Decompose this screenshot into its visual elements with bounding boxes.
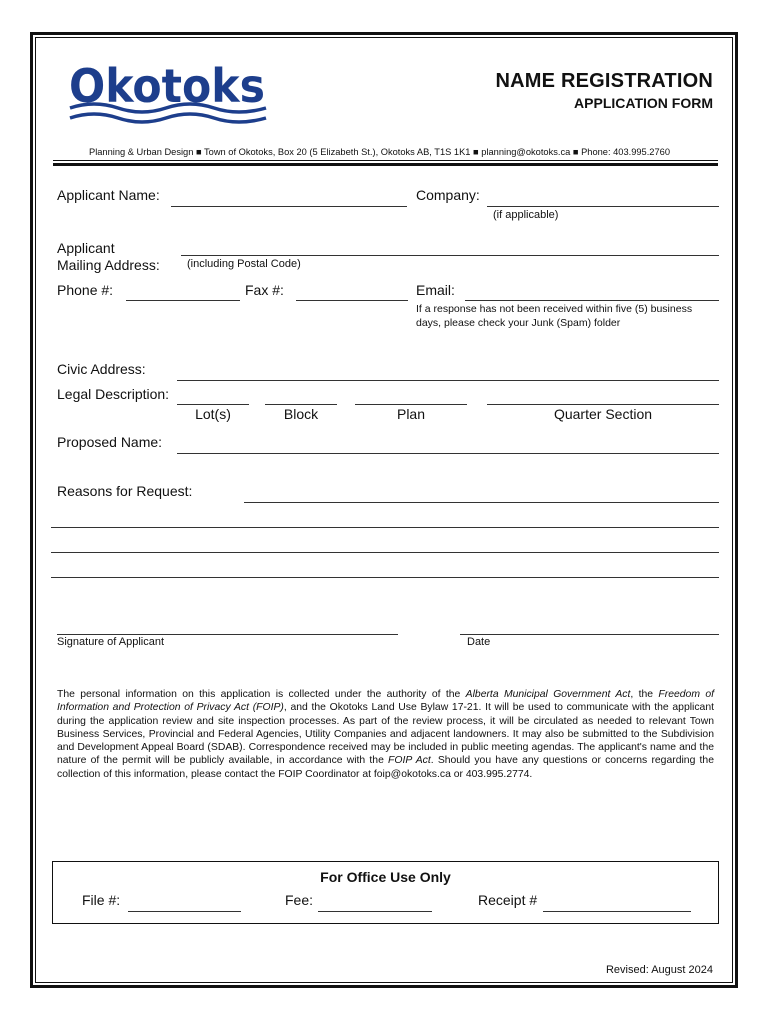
reasons-field-line4[interactable] <box>51 577 719 578</box>
civic-address-label: Civic Address: <box>57 361 146 377</box>
company-label: Company: <box>416 187 480 203</box>
quarter-section-field[interactable] <box>487 404 719 405</box>
plan-caption: Plan <box>396 406 426 422</box>
form-title: NAME REGISTRATION <box>495 70 713 92</box>
header-rule-thick <box>53 163 718 166</box>
file-number-field[interactable] <box>128 911 241 912</box>
privacy-text-1: The personal information on this application is collected under the authority of the <box>57 689 466 700</box>
logo-wordmark: Okotoks <box>69 59 265 113</box>
office-use-box <box>52 861 719 924</box>
signature-label: Signature of Applicant <box>57 636 165 648</box>
email-field[interactable] <box>465 300 719 301</box>
civic-address-field[interactable] <box>177 380 719 381</box>
file-number-label: File #: <box>82 892 121 908</box>
fee-field[interactable] <box>318 911 432 912</box>
mailing-address-hint: (including Postal Code) <box>187 258 301 270</box>
company-hint: (if applicable) <box>493 209 559 221</box>
fax-field[interactable] <box>296 300 408 301</box>
company-field[interactable] <box>487 206 719 207</box>
reasons-field-line1[interactable] <box>244 502 719 503</box>
lots-caption: Lot(s) <box>195 406 231 422</box>
privacy-text-4: . Should you have any questions or concerns regarding the collection of this information, please contact the FOIP Coordinator at foip@okotoks.ca or 403.995.2774. <box>57 755 714 780</box>
lots-field[interactable] <box>177 404 249 405</box>
email-label: Email: <box>416 282 455 298</box>
privacy-text-2: , the <box>630 689 659 700</box>
mailing-address-label-line2: Mailing Address: <box>57 257 160 273</box>
revised-date: Revised: August 2024 <box>605 964 713 976</box>
page-border-inner <box>35 37 733 983</box>
plan-field[interactable] <box>355 404 467 405</box>
office-use-title: For Office Use Only <box>320 869 451 885</box>
proposed-name-field[interactable] <box>177 453 719 454</box>
quarter-section-caption: Quarter Section <box>553 406 653 422</box>
fee-label: Fee: <box>285 892 314 908</box>
applicant-name-label: Applicant Name: <box>57 187 160 203</box>
reasons-label: Reasons for Request: <box>57 483 193 499</box>
privacy-act-foip: Freedom of Information and Protection of Privacy Act (FOIP) <box>57 689 715 714</box>
privacy-text-3: , and the Okotoks Land Use Bylaw 17-21. It will be used to communicate with the applicant during the application review and site inspection processes. As part of the review process, it will be circulated as needed to relevant Town Business Services, Provincial and Federal Agencies, Utility Companies and adjacent landowners. It may also be submitted to the Subdivision and Development Appeal Board (SDAB). Correspondence received may be included in public meeting agendas. The applicant's name and the nature of the permit will be publicly available, in accordance with the <box>57 702 714 767</box>
privacy-notice <box>57 688 714 781</box>
fax-label: Fax #: <box>245 282 284 298</box>
reasons-field-line3[interactable] <box>51 552 719 553</box>
phone-field[interactable] <box>126 300 240 301</box>
contact-line: Planning & Urban Design ■ Town of Okotoks, Box 20 (5 Elizabeth St.), Okotoks AB, T1S 1K1 ■ planning@okotoks.ca ■ Phone: 403.995.2760 <box>89 147 670 157</box>
receipt-label: Receipt # <box>478 892 538 908</box>
block-caption: Block <box>283 406 319 422</box>
header-rule-thin <box>53 160 718 161</box>
reasons-field-line2[interactable] <box>51 527 719 528</box>
form-subtitle: APPLICATION FORM <box>574 95 713 111</box>
date-label: Date <box>467 636 491 648</box>
privacy-act-foip-short: FOIP Act <box>388 755 431 767</box>
block-field[interactable] <box>265 404 337 405</box>
mailing-address-label-line1: Applicant <box>57 240 115 256</box>
signature-field[interactable] <box>57 634 398 635</box>
email-note: If a response has not been received within five (5) business days, please check your Junk (Spam) folder <box>416 303 693 329</box>
date-field[interactable] <box>460 634 719 635</box>
legal-description-label: Legal Description: <box>57 386 170 402</box>
mailing-address-field[interactable] <box>181 255 719 256</box>
okotoks-logo <box>66 58 272 130</box>
privacy-act-municipal: Alberta Municipal Government Act <box>465 689 631 700</box>
proposed-name-label: Proposed Name: <box>57 434 163 450</box>
phone-label: Phone #: <box>57 282 114 298</box>
receipt-field[interactable] <box>543 911 691 912</box>
applicant-name-field[interactable] <box>171 206 407 207</box>
